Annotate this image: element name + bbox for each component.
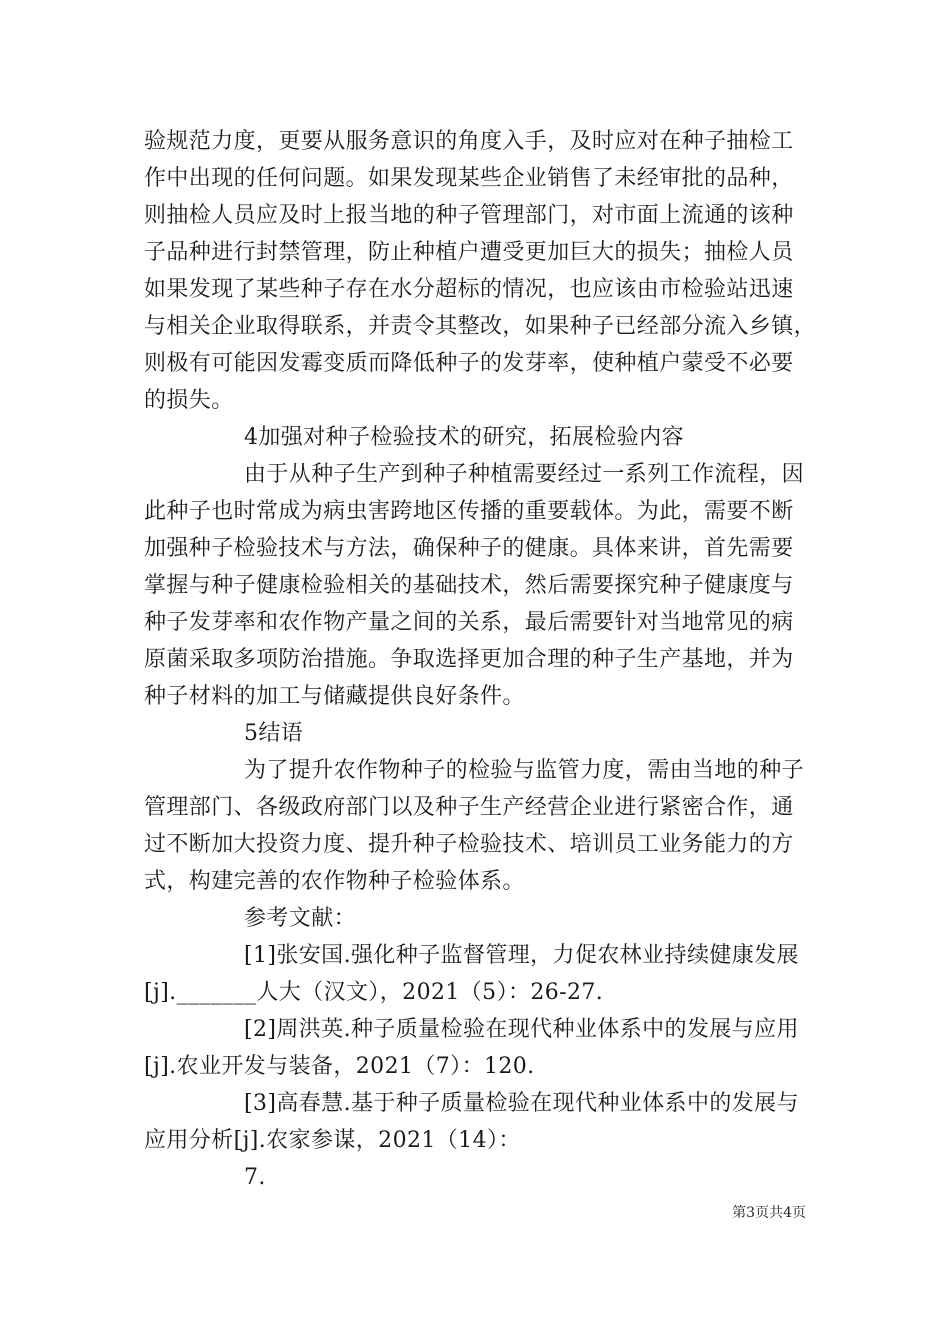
body-line: 子品种进行封禁管理，防止种植户遭受更加巨大的损失；抽检人员 — [144, 240, 794, 265]
body-line: 验规范力度，更要从服务意识的角度入手，及时应对在种子抽检工 — [144, 129, 794, 154]
reference-line: [1]张安国.强化种子监督管理，力促农林业持续健康发展 — [244, 943, 799, 968]
body-line: 管理部门、各级政府部门以及种子生产经营企业进行紧密合作，通 — [144, 795, 794, 820]
reference-line: [j].农业开发与装备，2021（7）：120. — [144, 1054, 535, 1079]
body-line: 则极有可能因发霉变质而降低种子的发芽率，使种植户蒙受不必要 — [144, 351, 794, 376]
body-line: 式，构建完善的农作物种子检验体系。 — [144, 869, 525, 894]
body-line: 的损失。 — [144, 388, 234, 413]
body-line: 作中出现的任何问题。如果发现某些企业销售了未经审批的品种， — [144, 166, 794, 191]
body-line: 为了提升农作物种子的检验与监管力度，需由当地的种子 — [244, 758, 805, 783]
body-line: 如果发现了某些种子存在水分超标的情况，也应该由市检验站迅速 — [144, 277, 794, 302]
body-line: 与相关企业取得联系，并责令其整改，如果种子已经部分流入乡镇， — [144, 314, 817, 339]
body-line: 此种子也时常成为病虫害跨地区传播的重要载体。为此，需要不断 — [144, 499, 794, 524]
body-line: 种子材料的加工与储藏提供良好条件。 — [144, 684, 525, 709]
reference-line: [2]周洪英.种子质量检验在现代种业体系中的发展与应用 — [244, 1017, 799, 1042]
body-line: 原菌采取多项防治措施。争取选择更加合理的种子生产基地，并为 — [144, 647, 794, 672]
body-line: 加强种子检验技术与方法，确保种子的健康。具体来讲，首先需要 — [144, 536, 794, 561]
section-heading: 5结语 — [244, 721, 304, 746]
body-line: 掌握与种子健康检验相关的基础技术，然后需要探究种子健康度与 — [144, 573, 794, 598]
reference-line: 7. — [244, 1165, 266, 1190]
page-number: 第3页共4页 — [732, 1205, 806, 1221]
references-heading: 参考文献： — [244, 906, 357, 931]
body-line: 由于从种子生产到种子种植需要经过一系列工作流程，因 — [244, 462, 805, 487]
body-line: 种子发芽率和农作物产量之间的关系，最后需要针对当地常见的病 — [144, 610, 794, 635]
body-line: 过不断加大投资力度、提升种子检验技术、培训员工业务能力的方 — [144, 832, 794, 857]
reference-line: 应用分析[j].农家参谋，2021（14）： — [144, 1128, 521, 1153]
reference-line: [3]高春慧.基于种子质量检验在现代种业体系中的发展与 — [244, 1091, 799, 1116]
body-line: 则抽检人员应及时上报当地的种子管理部门，对市面上流通的该种 — [144, 203, 794, 228]
section-heading: 4加强对种子检验技术的研究，拓展检验内容 — [244, 425, 684, 450]
reference-line: [j]._______人大（汉文），2021（5）：26-27. — [144, 980, 604, 1005]
